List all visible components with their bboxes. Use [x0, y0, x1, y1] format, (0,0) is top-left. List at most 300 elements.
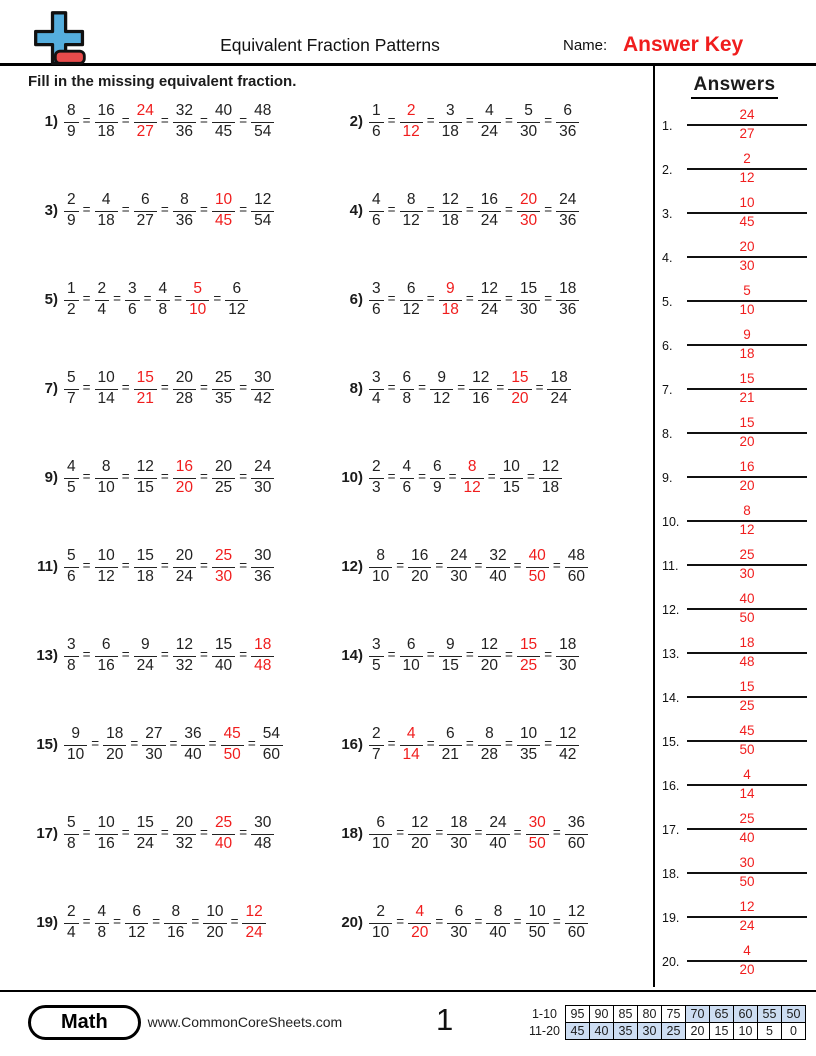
numerator: 24 [136, 102, 154, 119]
answer-item-3 [662, 194, 807, 238]
denominator: 18 [97, 122, 115, 140]
fraction [64, 547, 79, 587]
fraction [95, 280, 110, 320]
answer-number: 20. [662, 955, 680, 969]
fraction [439, 725, 462, 765]
equals-sign: = [535, 380, 544, 395]
fraction [400, 280, 423, 320]
numerator: 4 [67, 458, 76, 475]
answer-denominator: 20 [739, 962, 755, 978]
denominator: 35 [519, 745, 538, 763]
answer-number: 2. [662, 163, 673, 177]
equals-sign: = [239, 202, 248, 217]
fraction [64, 814, 79, 854]
denominator: 40 [214, 834, 233, 852]
answer-number: 13. [662, 647, 680, 661]
denominator: 30 [519, 122, 538, 140]
denominator: 30 [559, 656, 577, 674]
numerator: 6 [232, 280, 242, 297]
fraction [95, 369, 118, 409]
denominator: 12 [128, 923, 146, 941]
problem-8 [331, 360, 653, 449]
denominator: 6 [67, 567, 76, 585]
numerator: 8 [406, 191, 416, 208]
answer-item-2 [662, 150, 807, 194]
equals-sign: = [487, 469, 496, 484]
denominator: 18 [97, 211, 115, 229]
denominator: 14 [402, 745, 420, 763]
fraction [142, 725, 165, 765]
brand-badge: Math [28, 1005, 141, 1040]
fraction [447, 547, 470, 587]
equals-sign: = [130, 736, 139, 751]
math-logo-icon [30, 10, 90, 68]
fraction [125, 903, 148, 943]
equals-sign: = [82, 558, 91, 573]
answer-numerator: 45 [739, 723, 755, 738]
numerator: 6 [563, 102, 573, 119]
denominator: 48 [254, 834, 272, 852]
numerator: 24 [450, 547, 468, 564]
problem-9 [26, 449, 331, 538]
answer-numerator: 25 [739, 811, 755, 826]
score-cell: 55 [758, 1005, 782, 1022]
denominator: 3 [372, 478, 381, 496]
denominator: 10 [67, 745, 85, 763]
denominator: 21 [136, 389, 154, 407]
equals-sign: = [435, 914, 444, 929]
problem-17 [26, 805, 331, 894]
numerator: 20 [175, 547, 194, 564]
equals-sign: = [426, 113, 435, 128]
score-cell: 90 [590, 1005, 614, 1022]
denominator: 20 [175, 478, 194, 496]
denominator: 30 [450, 567, 468, 585]
answers-panel [655, 66, 816, 987]
answer-number: 16. [662, 779, 680, 793]
problems-area [0, 66, 653, 987]
problem-number: 3) [44, 202, 58, 219]
fraction [517, 280, 540, 320]
denominator: 54 [254, 122, 272, 140]
denominator: 16 [472, 389, 490, 407]
answer-denominator: 20 [739, 434, 755, 450]
fraction [486, 814, 509, 854]
equals-sign: = [552, 914, 561, 929]
equals-sign: = [474, 825, 483, 840]
answer-numerator: 4 [743, 943, 751, 958]
fraction [212, 102, 235, 142]
numerator: 12 [559, 725, 577, 742]
answer-item-20 [662, 942, 807, 986]
numerator: 8 [485, 725, 494, 742]
denominator: 20 [480, 656, 499, 674]
problem-number: 18) [341, 825, 363, 842]
numerator: 15 [519, 636, 538, 653]
numerator: 12 [480, 280, 499, 297]
fraction [173, 102, 196, 142]
numerator: 24 [254, 458, 272, 475]
fraction [517, 725, 540, 765]
equals-sign: = [239, 825, 248, 840]
answer-denominator: 45 [739, 214, 755, 230]
answer-value [687, 546, 807, 590]
denominator: 12 [433, 389, 451, 407]
fraction [556, 725, 579, 765]
numerator: 6 [140, 191, 150, 208]
numerator: 18 [450, 814, 468, 831]
score-cell: 80 [638, 1005, 662, 1022]
numerator: 6 [132, 903, 141, 920]
fraction [478, 102, 501, 142]
problem-10 [331, 449, 653, 538]
numerator: 32 [489, 547, 507, 564]
equals-sign: = [474, 558, 483, 573]
equals-sign: = [200, 113, 208, 128]
denominator: 36 [559, 211, 577, 229]
denominator: 8 [67, 834, 76, 852]
numerator: 10 [97, 814, 115, 831]
instruction-text: Fill in the missing equivalent fraction. [28, 73, 297, 90]
fraction [181, 725, 204, 765]
denominator: 8 [158, 300, 168, 318]
numerator: 10 [206, 903, 224, 920]
footer [0, 990, 816, 1056]
denominator: 40 [489, 923, 507, 941]
answer-item-7 [662, 370, 807, 414]
answer-value [687, 414, 807, 458]
numerator: 1 [372, 102, 381, 119]
denominator: 10 [372, 567, 390, 585]
numerator: 20 [519, 191, 538, 208]
answer-item-6 [662, 326, 807, 370]
fraction [64, 191, 79, 231]
answer-numerator: 10 [739, 195, 755, 210]
equals-sign: = [435, 825, 444, 840]
denominator: 18 [136, 567, 154, 585]
numerator: 10 [97, 547, 115, 564]
score-cell: 50 [782, 1005, 806, 1022]
numerator: 8 [467, 458, 477, 475]
numerator: 40 [528, 547, 546, 564]
equals-sign: = [426, 291, 435, 306]
answer-value [687, 106, 807, 150]
equals-sign: = [121, 202, 130, 217]
denominator: 24 [136, 656, 154, 674]
numerator: 8 [101, 458, 111, 475]
answer-value [687, 766, 807, 810]
equals-sign: = [465, 291, 474, 306]
numerator: 10 [528, 903, 546, 920]
equals-sign: = [387, 647, 396, 662]
numerator: 12 [254, 191, 272, 208]
equals-sign: = [465, 647, 474, 662]
answer-number: 6. [662, 339, 673, 353]
equals-sign: = [82, 291, 91, 306]
numerator: 2 [376, 903, 385, 920]
numerator: 12 [411, 814, 429, 831]
problem-15 [26, 716, 331, 805]
fraction [95, 814, 118, 854]
answer-numerator: 15 [739, 371, 755, 386]
answer-numerator: 24 [739, 107, 755, 122]
denominator: 15 [136, 478, 154, 496]
answer-denominator: 10 [739, 302, 755, 318]
score-cell: 40 [590, 1022, 614, 1039]
denominator: 25 [519, 656, 538, 674]
numerator: 6 [406, 280, 416, 297]
problem-19 [26, 894, 331, 983]
problem-number: 5) [44, 291, 58, 308]
equals-sign: = [465, 202, 474, 217]
denominator: 6 [372, 300, 381, 318]
fraction [95, 636, 118, 676]
problem-number: 8) [349, 380, 363, 397]
answer-value [687, 898, 807, 942]
minus-icon [55, 51, 84, 63]
answer-fraction [526, 814, 549, 854]
fraction [103, 725, 126, 765]
answer-denominator: 50 [739, 610, 755, 626]
problem-11 [26, 538, 331, 627]
numerator: 9 [445, 280, 455, 297]
numerator: 10 [519, 725, 538, 742]
answer-fraction [439, 280, 462, 320]
denominator: 18 [541, 478, 560, 496]
answer-fraction [134, 102, 157, 142]
denominator: 12 [402, 211, 420, 229]
fraction [251, 814, 274, 854]
equals-sign: = [121, 558, 130, 573]
fraction [173, 547, 196, 587]
numerator: 5 [67, 547, 76, 564]
denominator: 20 [411, 834, 429, 852]
problem-number: 16) [341, 736, 363, 753]
equals-sign: = [160, 202, 169, 217]
numerator: 9 [71, 725, 80, 742]
numerator: 1 [67, 280, 76, 297]
numerator: 48 [567, 547, 585, 564]
numerator: 12 [245, 903, 263, 920]
denominator: 60 [567, 567, 585, 585]
numerator: 4 [402, 458, 412, 475]
fraction [64, 102, 79, 142]
equals-sign: = [152, 914, 161, 929]
answer-denominator: 50 [739, 742, 755, 758]
answer-value [687, 150, 807, 194]
equals-sign: = [505, 113, 513, 128]
answer-number: 14. [662, 691, 680, 705]
answer-number: 19. [662, 911, 680, 925]
fraction [556, 280, 579, 320]
answer-fraction [173, 458, 196, 498]
denominator: 18 [441, 211, 459, 229]
problem-4 [331, 182, 653, 271]
denominator: 50 [528, 834, 546, 852]
denominator: 30 [214, 567, 233, 585]
fraction [64, 458, 79, 498]
equals-sign: = [544, 113, 553, 128]
numerator: 5 [193, 280, 202, 297]
denominator: 48 [254, 656, 272, 674]
answer-numerator: 12 [739, 899, 755, 914]
score-cell: 70 [686, 1005, 710, 1022]
denominator: 42 [254, 389, 272, 407]
problem-5 [26, 271, 331, 360]
equals-sign: = [526, 469, 535, 484]
answer-fraction [134, 369, 157, 409]
answer-fraction [400, 725, 423, 765]
fraction [400, 191, 423, 231]
answer-denominator: 40 [739, 830, 755, 846]
equals-sign: = [230, 914, 239, 929]
fraction [369, 636, 384, 676]
fraction [430, 369, 453, 409]
denominator: 6 [372, 211, 381, 229]
answer-item-14 [662, 678, 807, 722]
denominator: 4 [372, 389, 381, 407]
denominator: 12 [463, 478, 481, 496]
equals-sign: = [552, 825, 561, 840]
problem-14 [331, 627, 653, 716]
answer-value [687, 238, 807, 282]
fraction [400, 636, 423, 676]
denominator: 2 [67, 300, 76, 318]
denominator: 16 [97, 656, 115, 674]
fraction [556, 636, 579, 676]
answer-number: 1. [662, 119, 673, 133]
fraction [439, 636, 462, 676]
denominator: 30 [519, 211, 538, 229]
denominator: 27 [136, 122, 154, 140]
numerator: 15 [136, 369, 154, 386]
numerator: 2 [67, 903, 76, 920]
numerator: 25 [214, 547, 233, 564]
fraction [547, 369, 570, 409]
fraction [478, 636, 501, 676]
fraction [251, 191, 274, 231]
answer-denominator: 12 [739, 522, 755, 538]
denominator: 27 [136, 211, 154, 229]
fraction [95, 102, 118, 142]
fraction [486, 903, 509, 943]
answer-fraction [517, 191, 540, 231]
answer-value [687, 502, 807, 546]
numerator: 3 [372, 636, 381, 653]
answer-item-5 [662, 282, 807, 326]
problem-13 [26, 627, 331, 716]
numerator: 2 [406, 102, 416, 119]
answer-denominator: 30 [739, 566, 755, 582]
denominator: 10 [402, 656, 420, 674]
numerator: 5 [524, 102, 533, 119]
denominator: 20 [411, 567, 429, 585]
fraction [517, 102, 540, 142]
denominator: 45 [214, 122, 233, 140]
equals-sign: = [465, 113, 474, 128]
answer-fraction [242, 903, 265, 943]
answer-number: 5. [662, 295, 673, 309]
equals-sign: = [239, 558, 248, 573]
problem-number: 20) [341, 914, 363, 931]
fraction [369, 458, 384, 498]
answer-numerator: 8 [743, 503, 751, 518]
fraction [225, 280, 248, 320]
fraction [369, 814, 392, 854]
numerator: 40 [214, 102, 233, 119]
numerator: 30 [254, 369, 272, 386]
score-cell: 30 [638, 1022, 662, 1039]
answer-item-19 [662, 898, 807, 942]
numerator: 4 [158, 280, 168, 297]
fraction [134, 814, 157, 854]
answer-fraction [212, 814, 235, 854]
numerator: 3 [445, 102, 455, 119]
problem-3 [26, 182, 331, 271]
answer-denominator: 21 [739, 390, 755, 406]
answers-list [662, 101, 807, 987]
equals-sign: = [544, 202, 553, 217]
answer-value [687, 282, 807, 326]
equals-sign: = [387, 113, 396, 128]
fraction [369, 547, 392, 587]
fraction [565, 814, 588, 854]
denominator: 10 [372, 923, 390, 941]
fraction [212, 636, 235, 676]
numerator: 2 [372, 725, 381, 742]
numerator: 20 [214, 458, 233, 475]
score-cell: 95 [566, 1005, 590, 1022]
denominator: 15 [502, 478, 520, 496]
fraction [478, 725, 501, 765]
denominator: 28 [175, 389, 194, 407]
answer-value [687, 810, 807, 854]
denominator: 25 [214, 478, 233, 496]
numerator: 4 [372, 191, 381, 208]
denominator: 36 [254, 567, 272, 585]
equals-sign: = [82, 202, 91, 217]
fraction [400, 369, 415, 409]
denominator: 40 [489, 834, 507, 852]
denominator: 54 [254, 211, 272, 229]
answer-number: 17. [662, 823, 680, 837]
numerator: 3 [372, 369, 381, 386]
equals-sign: = [160, 469, 169, 484]
denominator: 20 [411, 923, 429, 941]
answer-item-1 [662, 106, 807, 150]
fraction [430, 458, 445, 498]
answer-value [687, 942, 807, 986]
denominator: 24 [245, 923, 263, 941]
denominator: 45 [214, 211, 233, 229]
fraction [156, 280, 171, 320]
equals-sign: = [496, 380, 505, 395]
answer-number: 9. [662, 471, 673, 485]
problem-6 [331, 271, 653, 360]
equals-sign: = [426, 202, 435, 217]
answer-item-10 [662, 502, 807, 546]
answer-numerator: 18 [739, 635, 755, 650]
answer-denominator: 30 [739, 258, 755, 274]
denominator: 30 [519, 300, 538, 318]
numerator: 8 [67, 102, 76, 119]
fraction [134, 458, 157, 498]
answer-item-8 [662, 414, 807, 458]
fraction [173, 636, 196, 676]
numerator: 20 [175, 814, 194, 831]
score-cell: 15 [710, 1022, 734, 1039]
equals-sign: = [505, 736, 513, 751]
